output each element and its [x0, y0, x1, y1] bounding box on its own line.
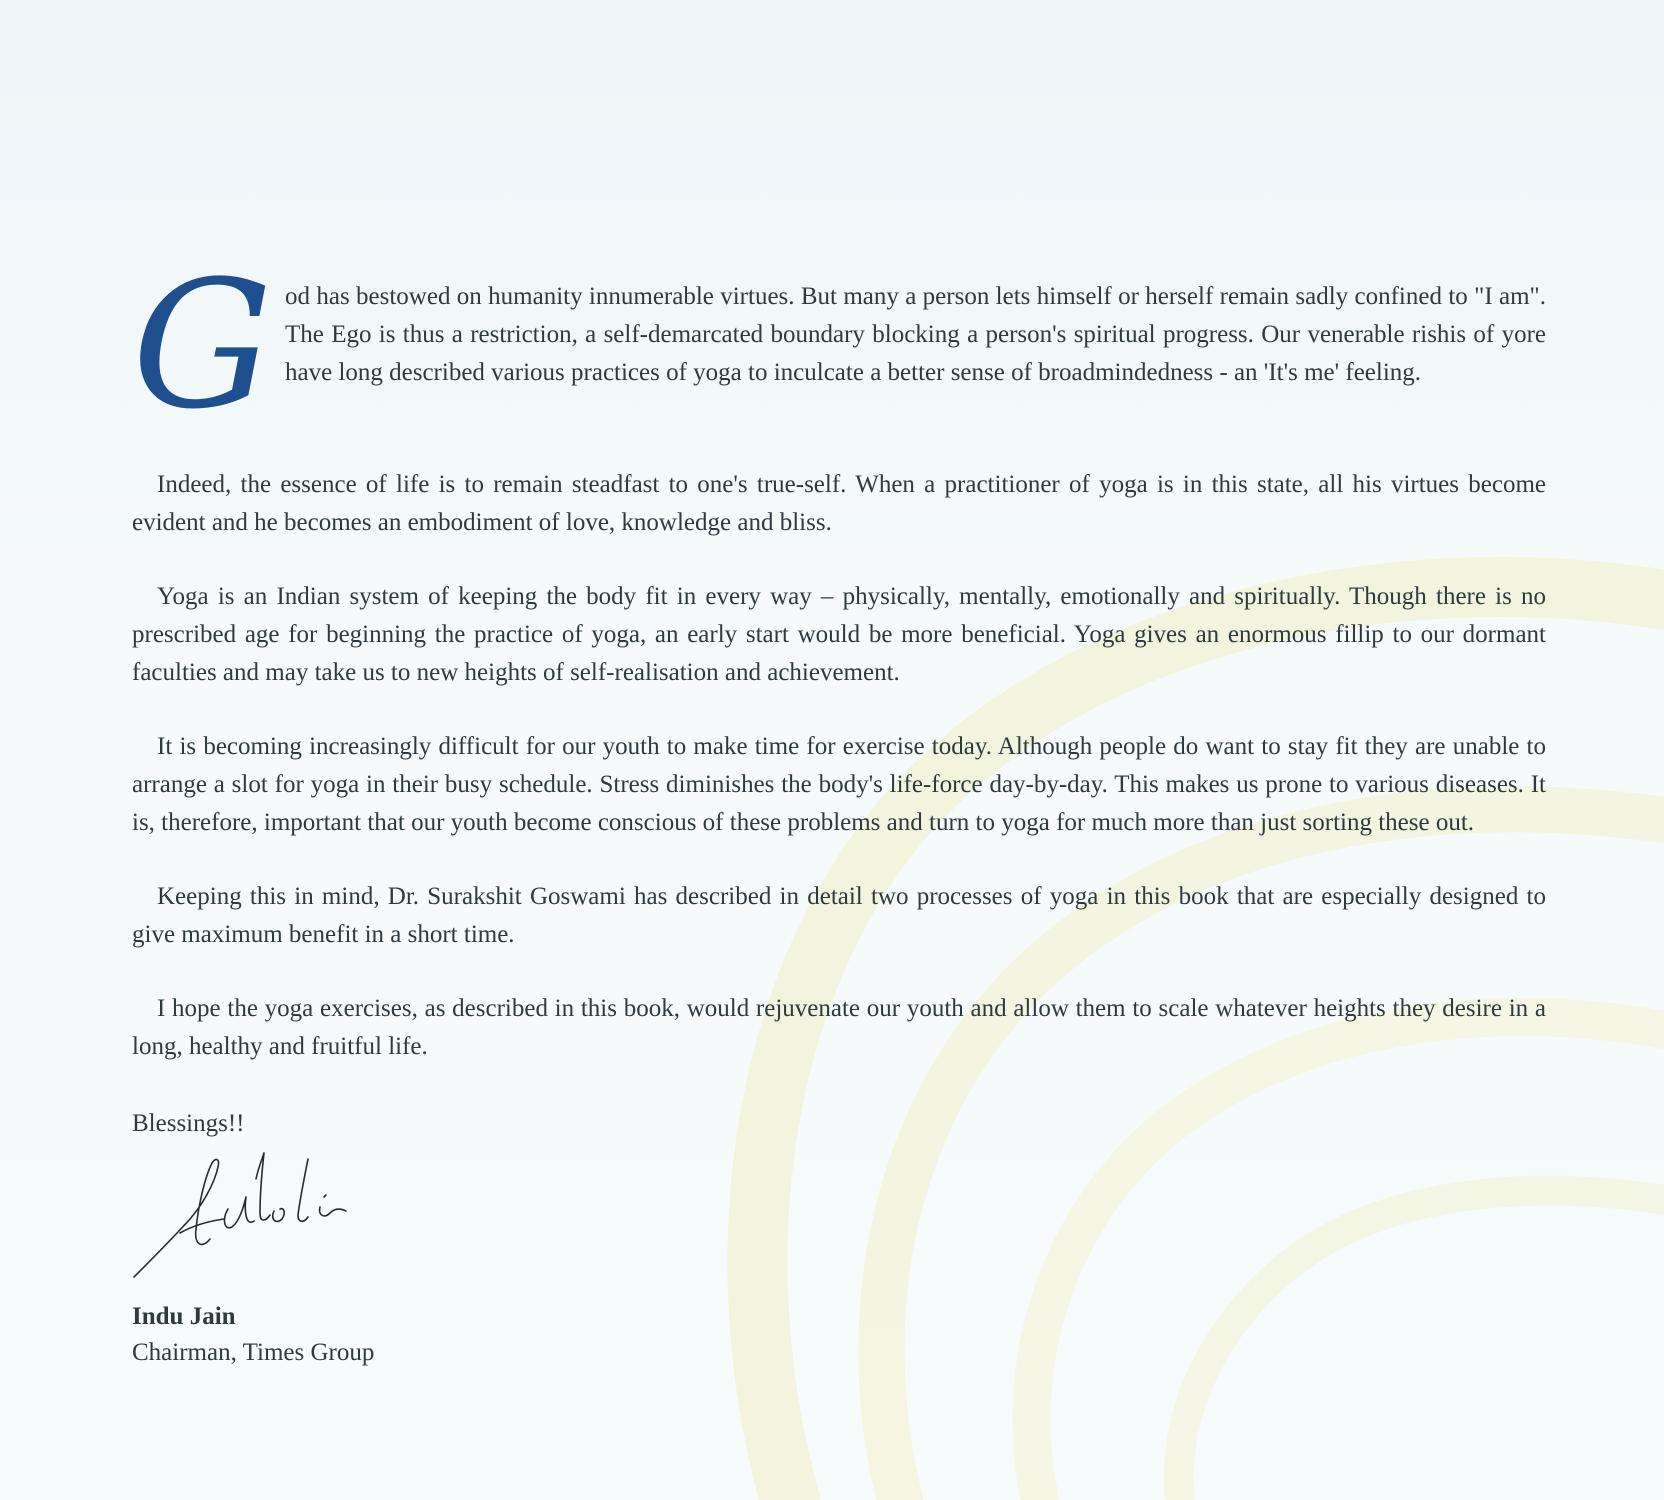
intro-paragraph	[132, 243, 1546, 448]
signatory-name: Indu Jain	[132, 1303, 236, 1330]
closing-blessing: Blessings!!	[132, 1110, 245, 1137]
intro-text: od has bestowed on humanity innumerable virtues. But many a person lets himself or herself remain sadly confined to "I am". The Ego is thus a restriction, a self-demarcated boundary blocking a person's spiritual progress. Our venerable rishis of yore have long described various practices of yoga to inculcate a better sense of broadmindedness - an 'It's me' feeling.	[285, 283, 1546, 386]
signatory-title: Chairman, Times Group	[132, 1339, 375, 1366]
letter-body	[132, 243, 1546, 1371]
paragraph-2: Yoga is an Indian system of keeping the body fit in every way – physically, mentally, emotionally and spiritually. Though there is no prescribed age for beginning the practice of yoga, an early start would be more beneficial. Yoga gives an enormous fillip to our dormant faculties and may take us to new heights of self-realisation and achievement.	[132, 583, 1546, 686]
paragraph-3: It is becoming increasingly difficult for our youth to make time for exercise today. Although people do want to stay fit they are unable to arrange a slot for yoga in their busy schedule. Stress diminishes the body's life-force day-by-day. This makes us prone to various diseases. It is, therefore, important that our youth become conscious of these problems and turn to yoga for much more than just sorting these out.	[132, 733, 1546, 836]
paragraph-5: I hope the yoga exercises, as described in this book, would rejuvenate our youth and allow them to scale whatever heights they desire in a long, healthy and fruitful life.	[132, 995, 1546, 1060]
paragraph-1: Indeed, the essence of life is to remain steadfast to one's true-self. When a practitioner of yoga is in this state, all his virtues become evident and he becomes an embodiment of love, knowledge and bliss.	[132, 471, 1546, 536]
paragraph-4: Keeping this in mind, Dr. Surakshit Goswami has described in detail two processes of yoga in this book that are especially designed to give maximum benefit in a short time.	[132, 883, 1546, 948]
handwritten-signature	[132, 1149, 362, 1289]
drop-cap: G	[132, 243, 273, 448]
